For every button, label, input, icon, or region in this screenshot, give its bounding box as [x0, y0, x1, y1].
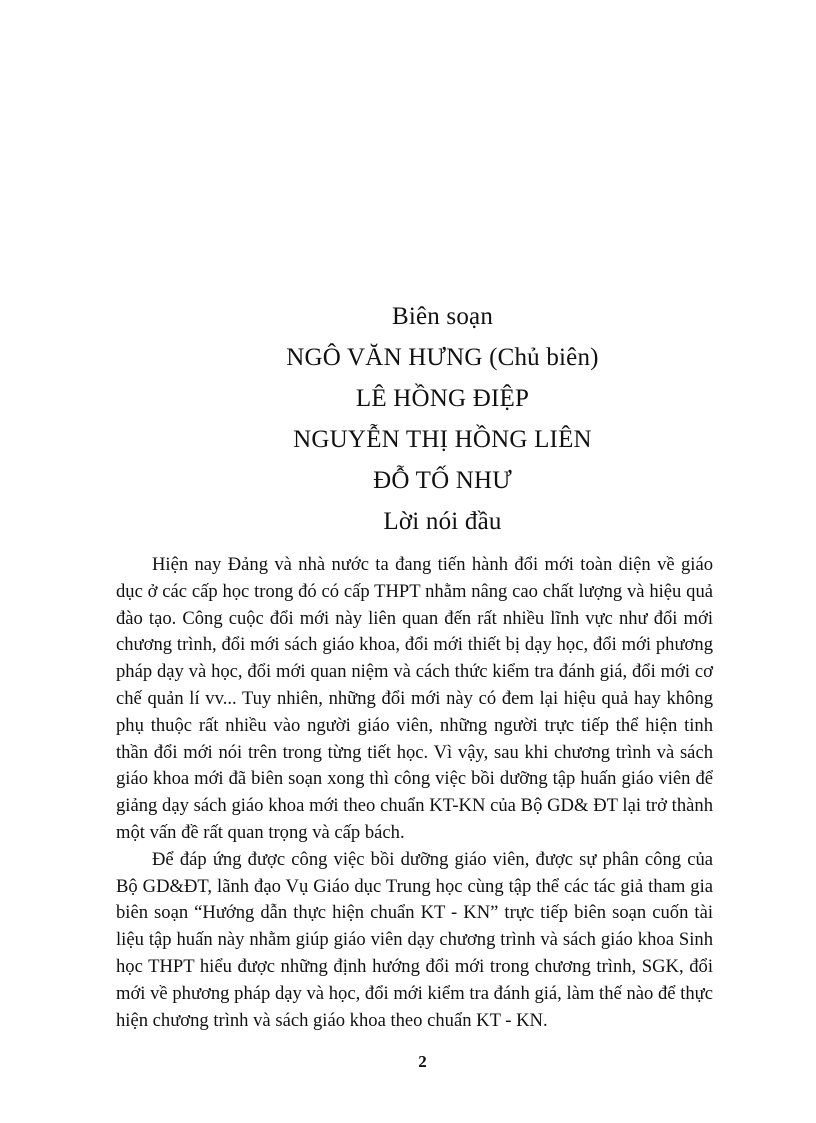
foreword-title: Lời nói đầu	[383, 508, 502, 535]
author-name: ĐỖ TỐ NHƯ	[373, 467, 512, 494]
page-number: 2	[418, 1052, 427, 1071]
section-label-compiled-by: Biên soạn	[391, 303, 494, 330]
author-name: NGUYỄN THỊ HỒNG LIÊN	[293, 426, 592, 453]
author-chief-editor: NGÔ VĂN HƯNG (Chủ biên)	[286, 344, 599, 371]
foreword-body	[116, 552, 713, 1034]
author-name: LÊ HỒNG ĐIỆP	[355, 385, 530, 412]
body-paragraph: Để đáp ứng được công việc bồi dưỡng giáo viên, được sự phân công của Bộ GD&ĐT, lãnh đạo Vụ Giáo dục Trung học cùng tập thể các tác giả tham gia biên soạn “Hướng dẫn thực hiện chuẩn KT - KN” trực tiếp biên soạn cuốn tài liệu tập huấn này nhằm giúp giáo viên dạy chương trình và sách giáo khoa Sinh học THPT hiểu được những định hướng đổi mới trong chương trình, SGK, đổi mới về phương pháp dạy và học, đổi mới kiểm tra đánh giá, làm thế nào để thực hiện chương trình và sách giáo khoa theo chuẩn KT - KN.	[116, 848, 713, 1031]
title-block	[0, 296, 816, 542]
body-paragraph: Hiện nay Đảng và nhà nước ta đang tiến hành đổi mới toàn diện về giáo dục ở các cấp học trong đó có cấp THPT nhằm nâng cao chất lượng và hiệu quả đào tạo. Công cuộc đổi mới này liên quan đến rất nhiều lĩnh vực như đổi mới chương trình, đổi mới sách giáo khoa, đổi mới thiết bị dạy học, đổi mới phương pháp dạy và học, đổi mới quan niệm và cách thức kiểm tra đánh giá, đổi mới cơ chế quản lí vv... Tuy nhiên, những đổi mới này có đem lại hiệu quả hay không phụ thuộc rất nhiều vào người giáo viên, những người trực tiếp thể hiện tinh thần đổi mới nói trên trong từng tiết học. Vì vậy, sau khi chương trình và sách giáo khoa mới đã biên soạn xong thì công việc bồi dưỡng tập huấn giáo viên để giảng dạy sách giáo khoa mới theo chuẩn KT-KN của Bộ GD& ĐT lại trở thành một vấn đề rất quan trọng và cấp bách.	[116, 554, 713, 843]
